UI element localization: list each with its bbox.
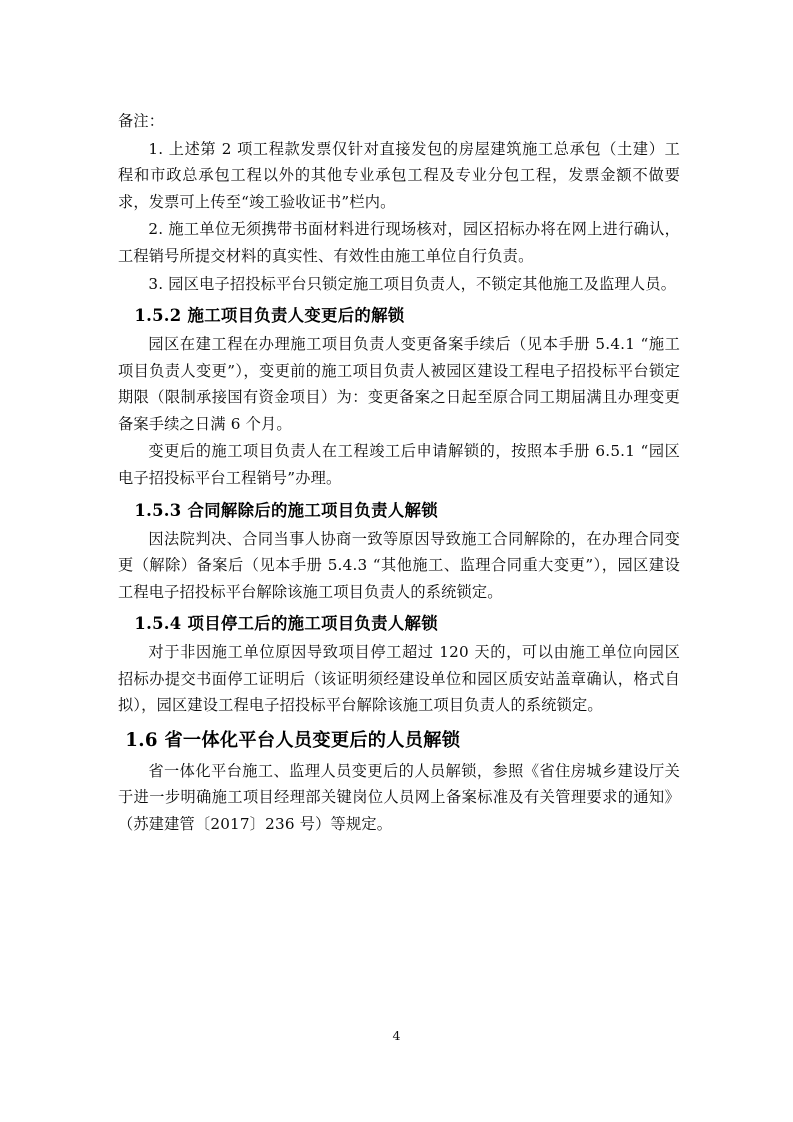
section-heading-1-5-3: 1.5.3 合同解除后的施工项目负责人解锁 [134, 500, 438, 520]
section-heading-1-5-2: 1.5.2 施工项目负责人变更后的解锁 [134, 306, 405, 326]
section-1-5-3-paragraph: 因法院判决、合同当事人协商一致等原因导致施工合同解除的，在办理合同变更（解除）备案后（见本手册 5.4.3 “其他施工、监理合同重大变更”），园区建设工程电子招投标平台解除该施工项目负责人的系统锁定。 [118, 529, 680, 601]
section-1-5-4-paragraph: 对于非因施工单位原因导致项目停工超过 120 天的，可以由施工单位向园区招标办提交书面停工证明后（该证明须经建设单位和园区质安站盖章确认，格式自拟），园区建设工程电子招投标平台解除该施工项目负责人的系统锁定。 [118, 643, 680, 715]
section-1-5-4-paragraph-block [118, 639, 680, 719]
note-label: 备注： [118, 112, 165, 130]
note-item-2-block [118, 216, 680, 269]
section-heading-1-6: 1.6 省一体化平台人员变更后的人员解锁 [125, 729, 461, 751]
section-1-5-2-paragraph-1-block [118, 331, 680, 437]
section-1-6-paragraph: 省一体化平台施工、监理人员变更后的人员解锁，参照《省住房城乡建设厅关于进一步明确施工项目经理部关键岗位人员网上备案标准及有关管理要求的通知》（苏建建管〔2017〕236 号）等规定。 [118, 761, 680, 834]
page-number: 4 [392, 1028, 401, 1043]
note-item-3: 3. 园区电子招投标平台只锁定施工项目负责人，不锁定其他施工及监理人员。 [148, 274, 677, 293]
note-label-block [118, 108, 680, 135]
note-item-1-block [118, 136, 680, 216]
section-heading-1-5-4: 1.5.4 项目停工后的施工项目负责人解锁 [134, 614, 438, 634]
note-item-1: 1. 上述第 2 项工程款发票仅针对直接发包的房屋建筑施工总承包（土建）工程和市政总承包工程以外的其他专业承包工程及专业分包工程，发票金额不做要求，发票可上传至“竣工验收证书”栏内。 [118, 139, 680, 211]
section-1-5-3-paragraph-block [118, 526, 680, 606]
note-item-3-block [118, 271, 680, 298]
section-1-5-2-paragraph-2-block [118, 438, 680, 491]
page-content [118, 108, 680, 839]
section-1-5-2-paragraph-1: 园区在建工程在办理施工项目负责人变更备案手续后（见本手册 5.4.1 “施工项目负责人变更”），变更前的施工项目负责人被园区建设工程电子招投标平台锁定期限（限制承接国有资金项目）为：变更备案之日起至原合同工期届满且办理变更备案手续之日满 6 个月。 [118, 335, 680, 433]
section-1-5-2-paragraph-2: 变更后的施工项目负责人在工程竣工后申请解锁的，按照本手册 6.5.1 “园区电子招投标平台工程销号”办理。 [118, 442, 680, 488]
note-item-2: 2. 施工单位无须携带书面材料进行现场核对，园区招标办将在网上进行确认，工程销号所提交材料的真实性、有效性由施工单位自行负责。 [118, 220, 680, 265]
section-1-6-paragraph-block [118, 758, 680, 838]
